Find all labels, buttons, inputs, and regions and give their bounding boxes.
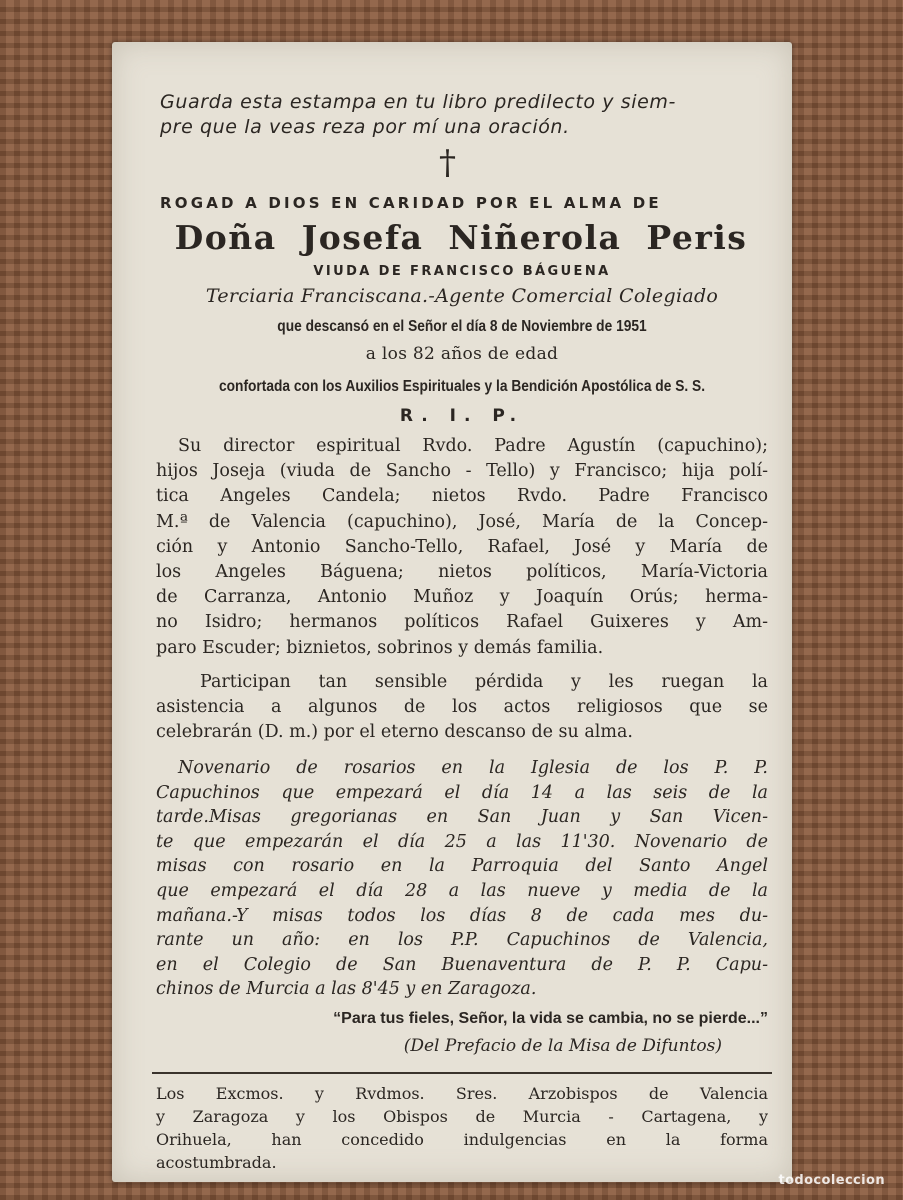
family-line: no Isidro; hermanos políticos Rafael Guixeres y Am- [156,612,768,633]
novenario-paragraph [156,756,768,1002]
prayer-quote: “Para tus fieles, Señor, la vida se cambia, no se pierde...” [333,1010,768,1027]
family-line: los Angeles Báguena; nietos políticos, María-Victoria [156,562,768,583]
novenario-line: rante un año: en los P.P. Capuchinos de Valencia, [156,930,768,951]
novenario-line: Capuchinos que empezará el día 14 a las seis de la [156,782,768,803]
comforted-line: confortada con los Auxilios Espirituales y la Bendición Apostólica de S. S. [218,378,706,395]
indulgence-line: y Zaragoza y los Obispos de Murcia - Cartagena, y [156,1107,768,1126]
novenario-line: te que empezarán el día 25 a las 11'30. Novenario de [156,831,768,852]
family-line: de Carranza, Antonio Muñoz y Joaquín Orús; herma- [156,587,768,608]
widow-line: VIUDA DE FRANCISCO BÁGUENA [313,264,611,279]
family-line: Su director espiritual Rvdo. Padre Agustín (capuchino); [178,436,768,456]
divider [152,1072,772,1074]
family-paragraph [156,434,768,661]
rip-line: R. I. P. [399,406,525,426]
indulgence-line: Los Excmos. y Rvdmos. Sres. Arzobispos de Valencia [156,1084,768,1103]
family-line: ción y Antonio Sancho-Tello, Rafael, José y María de [156,536,768,557]
deceased-name: Doña Josefa Niñerola Peris [174,218,748,257]
age-line: a los 82 años de edad [365,344,559,364]
participation-line: asistencia a algunos de los actos religiosos que se [156,697,768,718]
novenario-line: que empezará el día 28 a las nueve y media de la [156,880,768,901]
cross-icon: † [439,143,456,183]
header-note [160,90,760,140]
indulgence-note [156,1082,768,1174]
novenario-line: chinos de Murcia a las 8'45 y en Zaragoza. [156,979,537,1000]
header-line-1: Guarda esta estampa en tu libro predilecto y siem- [160,91,676,113]
participation-line: Participan tan sensible pérdida y les ruegan la [200,672,768,692]
indulgence-line: Orihuela, han concedido indulgencias en la forma [156,1130,768,1149]
watermark-logo: todocoleccion [778,1173,885,1188]
quote-source: (Del Prefacio de la Misa de Difuntos) [403,1036,722,1056]
indulgence-line: acostumbrada. [156,1153,277,1172]
family-line: hijos Joseja (viuda de Sancho - Tello) y Francisco; hija polí- [156,461,768,482]
family-line: tica Angeles Candela; nietos Rvdo. Padre Francisco [156,486,768,507]
family-line: paro Escuder; biznietos, sobrinos y demás familia. [156,637,604,658]
rogad-heading: ROGAD A DIOS EN CARIDAD POR EL ALMA DE [160,194,662,212]
novenario-line: mañana.-Y misas todos los días 8 de cada mes du- [156,905,768,926]
novenario-line: misas con rosario en la Parroquia del Santo Angel [156,856,768,877]
header-line-2: pre que la veas reza por mí una oración. [160,116,570,138]
death-date-line: que descansó en el Señor el día 8 de Noviembre de 1951 [277,318,647,335]
memorial-card [112,42,792,1182]
participation-paragraph [156,670,768,746]
participation-line: celebrarán (D. m.) por el eterno descanso de su alma. [156,722,633,743]
novenario-line: Novenario de rosarios en la Iglesia de los P. P. [178,758,768,778]
terciaria-line: Terciaria Franciscana.-Agente Comercial Colegiado [205,285,719,307]
family-line: M.ª de Valencia (capuchino), José, María de la Concep- [156,511,768,532]
novenario-line: tarde.Misas gregorianas en San Juan y San Vicen- [156,807,768,828]
novenario-line: en el Colegio de San Buenaventura de P. P. Capu- [156,954,768,975]
